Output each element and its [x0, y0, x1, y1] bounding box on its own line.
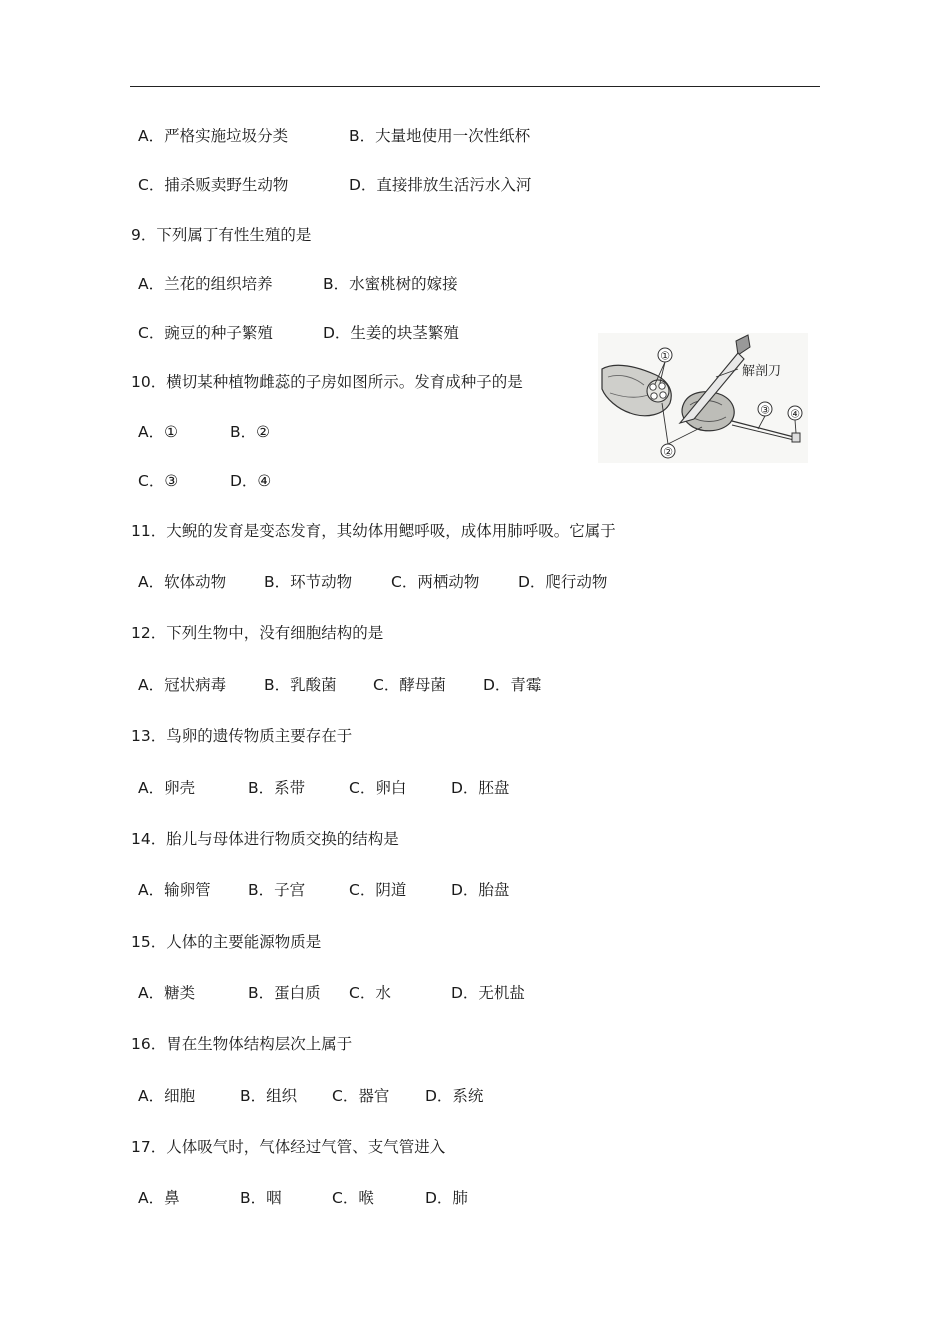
q14-option-a: A．输卵管 — [138, 881, 211, 899]
q11-option-d: D．爬行动物 — [518, 573, 608, 591]
q13-option-a: A．卵壳 — [138, 779, 196, 797]
q15-option-b: B．蛋白质 — [248, 984, 321, 1002]
q17-option-c: C．喉 — [332, 1189, 374, 1207]
q16-stem: 16．胃在生物体结构层次上属于 — [131, 1035, 353, 1053]
q15-option-a: A．糖类 — [138, 984, 196, 1002]
q17-stem: 17．人体吸气时，气体经过气管、支气管进入 — [131, 1138, 446, 1156]
q14-stem: 14．胎儿与母体进行物质交换的结构是 — [131, 830, 399, 848]
ovule-icon — [660, 392, 666, 398]
q13-option-b: B．系带 — [248, 779, 306, 797]
header-rule — [130, 86, 820, 87]
q10-option-b: B．② — [230, 423, 271, 441]
q10-option-c: C．③ — [138, 472, 179, 490]
ovule-icon — [659, 383, 665, 389]
q8-option-b: B．大量地使用一次性纸杯 — [349, 127, 531, 145]
q8-option-d: D．直接排放生活污水入河 — [349, 176, 532, 194]
q9-option-c: C．豌豆的种子繁殖 — [138, 324, 273, 342]
stigma — [792, 433, 800, 442]
label-4: ④ — [790, 407, 800, 421]
q13-option-d: D．胚盘 — [451, 779, 510, 797]
scalpel-label: 解剖刀 — [742, 364, 782, 379]
q9-option-b: B．水蜜桃树的嫁接 — [323, 275, 458, 293]
ovule-icon — [650, 384, 656, 390]
q9-stem: 9．下列属丁有性生殖的是 — [131, 226, 312, 244]
q13-stem: 13．鸟卵的遗传物质主要存在于 — [131, 727, 353, 745]
q15-stem: 15．人体的主要能源物质是 — [131, 933, 322, 951]
ovary-cross-section-figure — [598, 333, 808, 463]
q16-option-d: D．系统 — [425, 1087, 484, 1105]
q9-option-a: A．兰花的组织培养 — [138, 275, 273, 293]
q14-option-d: D．胎盘 — [451, 881, 510, 899]
q11-option-c: C．两栖动物 — [391, 573, 480, 591]
q11-option-a: A．软体动物 — [138, 573, 227, 591]
q12-option-a: A．冠状病毒 — [138, 676, 227, 694]
q17-option-b: B．咽 — [240, 1189, 282, 1207]
q17-option-d: D．肺 — [425, 1189, 468, 1207]
ovule-icon — [651, 393, 657, 399]
q10-option-a: A．① — [138, 423, 178, 441]
q13-option-c: C．卵白 — [349, 779, 407, 797]
q10-option-d: D．④ — [230, 472, 272, 490]
q15-option-d: D．无机盐 — [451, 984, 525, 1002]
q12-option-c: C．酵母菌 — [373, 676, 446, 694]
q8-option-c: C．捕杀贩卖野生动物 — [138, 176, 289, 194]
q11-option-b: B．环节动物 — [264, 573, 353, 591]
ovary-cut-face — [647, 380, 669, 402]
q14-option-c: C．阴道 — [349, 881, 407, 899]
q10-stem: 10．横切某种植物雌蕊的子房如图所示。发育成种子的是 — [131, 373, 523, 391]
q12-stem: 12．下列生物中，没有细胞结构的是 — [131, 624, 384, 642]
q12-option-d: D．青霉 — [483, 676, 542, 694]
q8-option-a: A．严格实施垃圾分类 — [138, 127, 289, 145]
q16-option-c: C．器官 — [332, 1087, 390, 1105]
q16-option-a: A．细胞 — [138, 1087, 196, 1105]
q11-stem: 11．大鲵的发育是变态发育，其幼体用鳃呼吸，成体用肺呼吸。它属于 — [131, 522, 616, 540]
q14-option-b: B．子宫 — [248, 881, 306, 899]
q12-option-b: B．乳酸菌 — [264, 676, 337, 694]
label-3: ③ — [760, 403, 770, 417]
label-1: ① — [660, 349, 670, 363]
q15-option-c: C．水 — [349, 984, 391, 1002]
q16-option-b: B．组织 — [240, 1087, 298, 1105]
q9-option-d: D．生姜的块茎繁殖 — [323, 324, 459, 342]
label-2: ② — [663, 445, 673, 459]
q17-option-a: A．鼻 — [138, 1189, 180, 1207]
